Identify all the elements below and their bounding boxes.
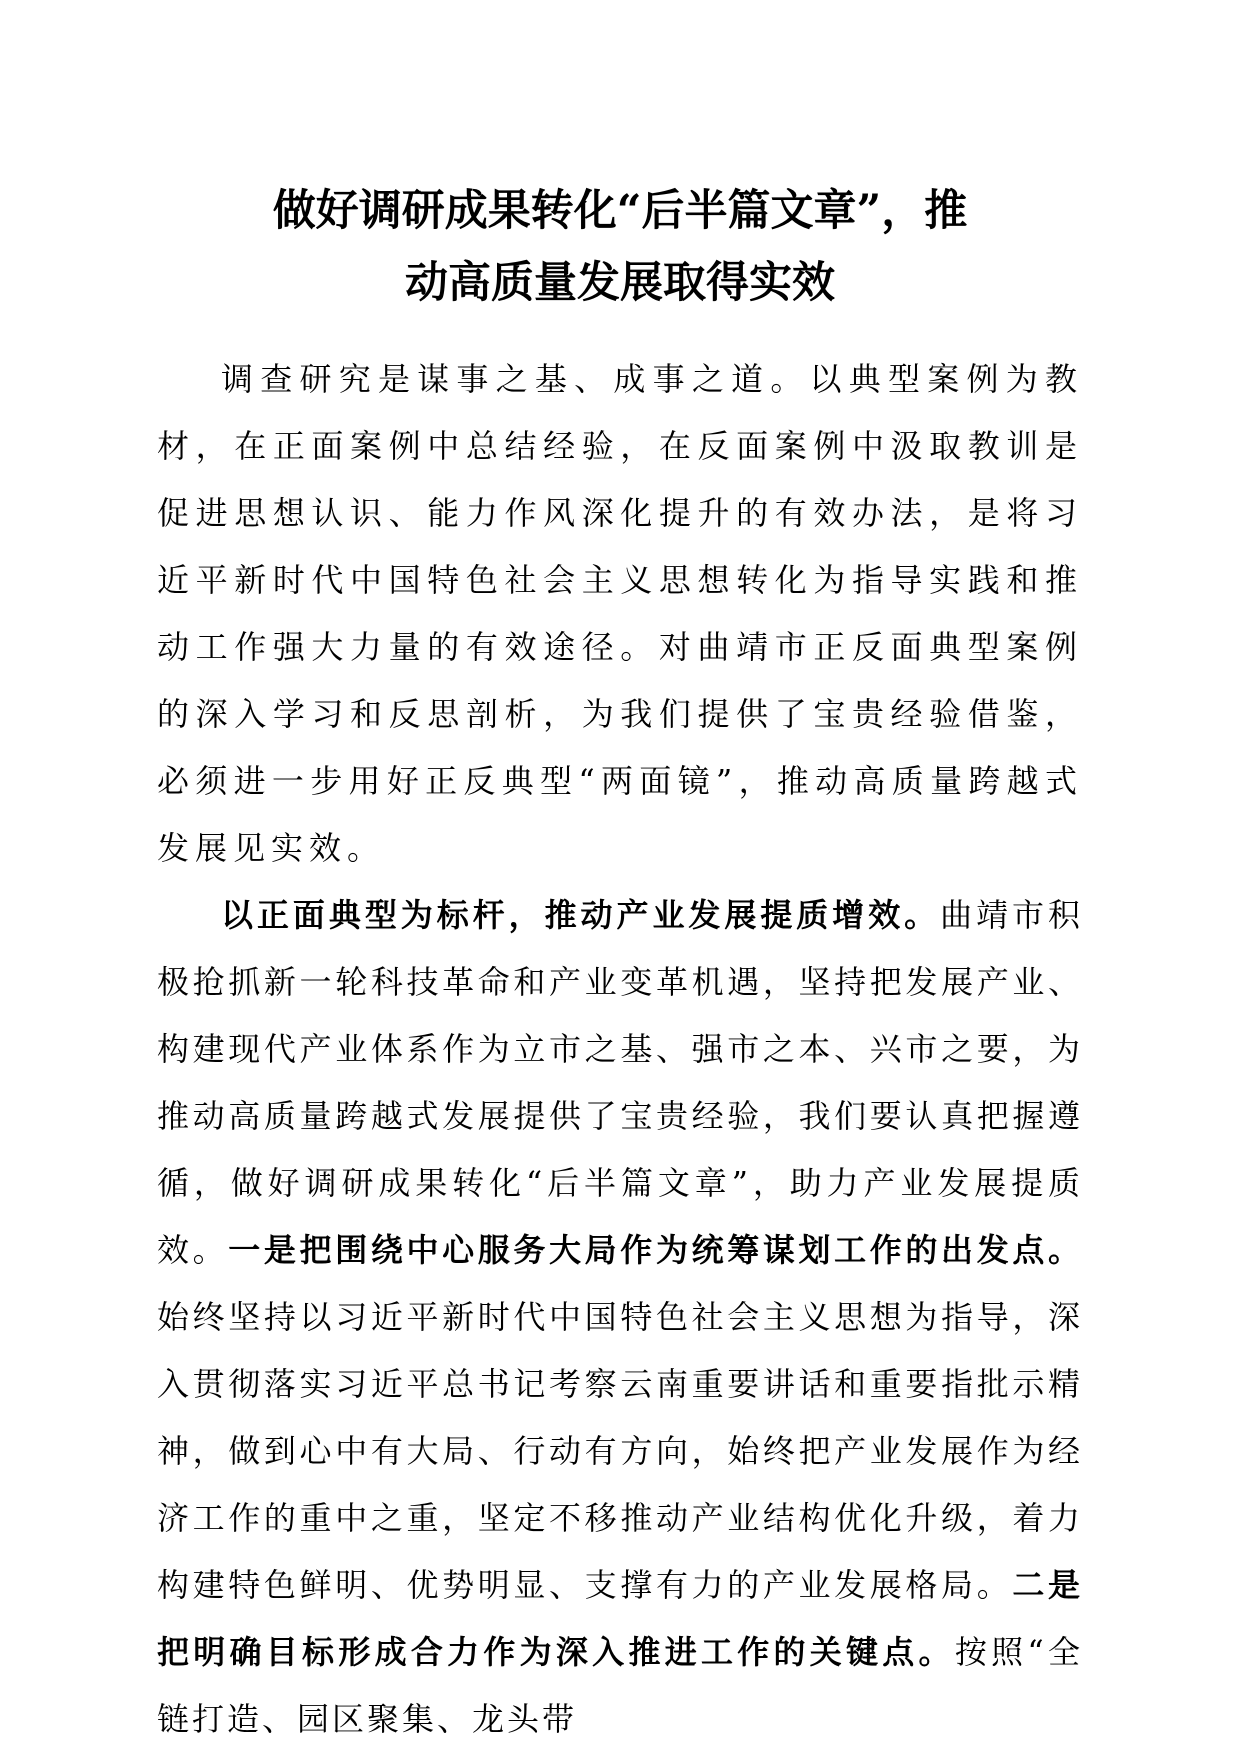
point-two-text: 按照“全链打造、园区聚集、龙头带	[157, 1633, 1083, 1738]
point-one-heading: 一是把围绕中心服务大局作为统筹谋划工作的出发点。	[228, 1231, 1083, 1269]
paragraph-intro: 调查研究是谋事之基、成事之道。以典型案例为教材，在正面案例中总结经验，在反面案例中汲取教训是促进思想认识、能力作风深化提升的有效办法，是将习近平新时代中国特色社会主义思想转化为指导实践和推动工作强大力量的有效途径。对曲靖市正反面典型案例的深入学习和反思剖析，为我们提供了宝贵经验借鉴，必须进一步用好正反典型“两面镜”，推动高质量跨越式发展见实效。	[157, 360, 1083, 867]
title-line-2: 动高质量发展取得实效	[405, 258, 835, 308]
paragraph-positive-examples	[157, 882, 1083, 1753]
document-title	[150, 175, 1090, 319]
paragraph-lead-heading: 以正面典型为标杆，推动产业发展提质增效。	[221, 896, 941, 934]
point-two-heading: 二是把明确目标形成合力作为深入推进工作的关键点。	[157, 1566, 1083, 1671]
point-one-text: 始终坚持以习近平新时代中国特色社会主义思想为指导，深入贯彻落实习近平总书记考察云南重要讲话和重要指批示精神，做到心中有大局、行动有方向，始终把产业发展作为经济工作的重中之重，坚定不移推动产业结构优化升级，着力构建特色鲜明、优势明显、支撑有力的产业发展格局。	[157, 1298, 1083, 1604]
paragraph-text: 曲靖市积极抢抓新一轮科技革命和产业变革机遇，坚持把发展产业、构建现代产业体系作为立市之基、强市之本、兴市之要，为推动高质量跨越式发展提供了宝贵经验，我们要认真把握遵循，做好调研成果转化“后半篇文章”，助力产业发展提质效。	[157, 896, 1083, 1269]
document-body	[157, 346, 1083, 1753]
title-line-1: 做好调研成果转化“后半篇文章”，推	[272, 186, 968, 236]
